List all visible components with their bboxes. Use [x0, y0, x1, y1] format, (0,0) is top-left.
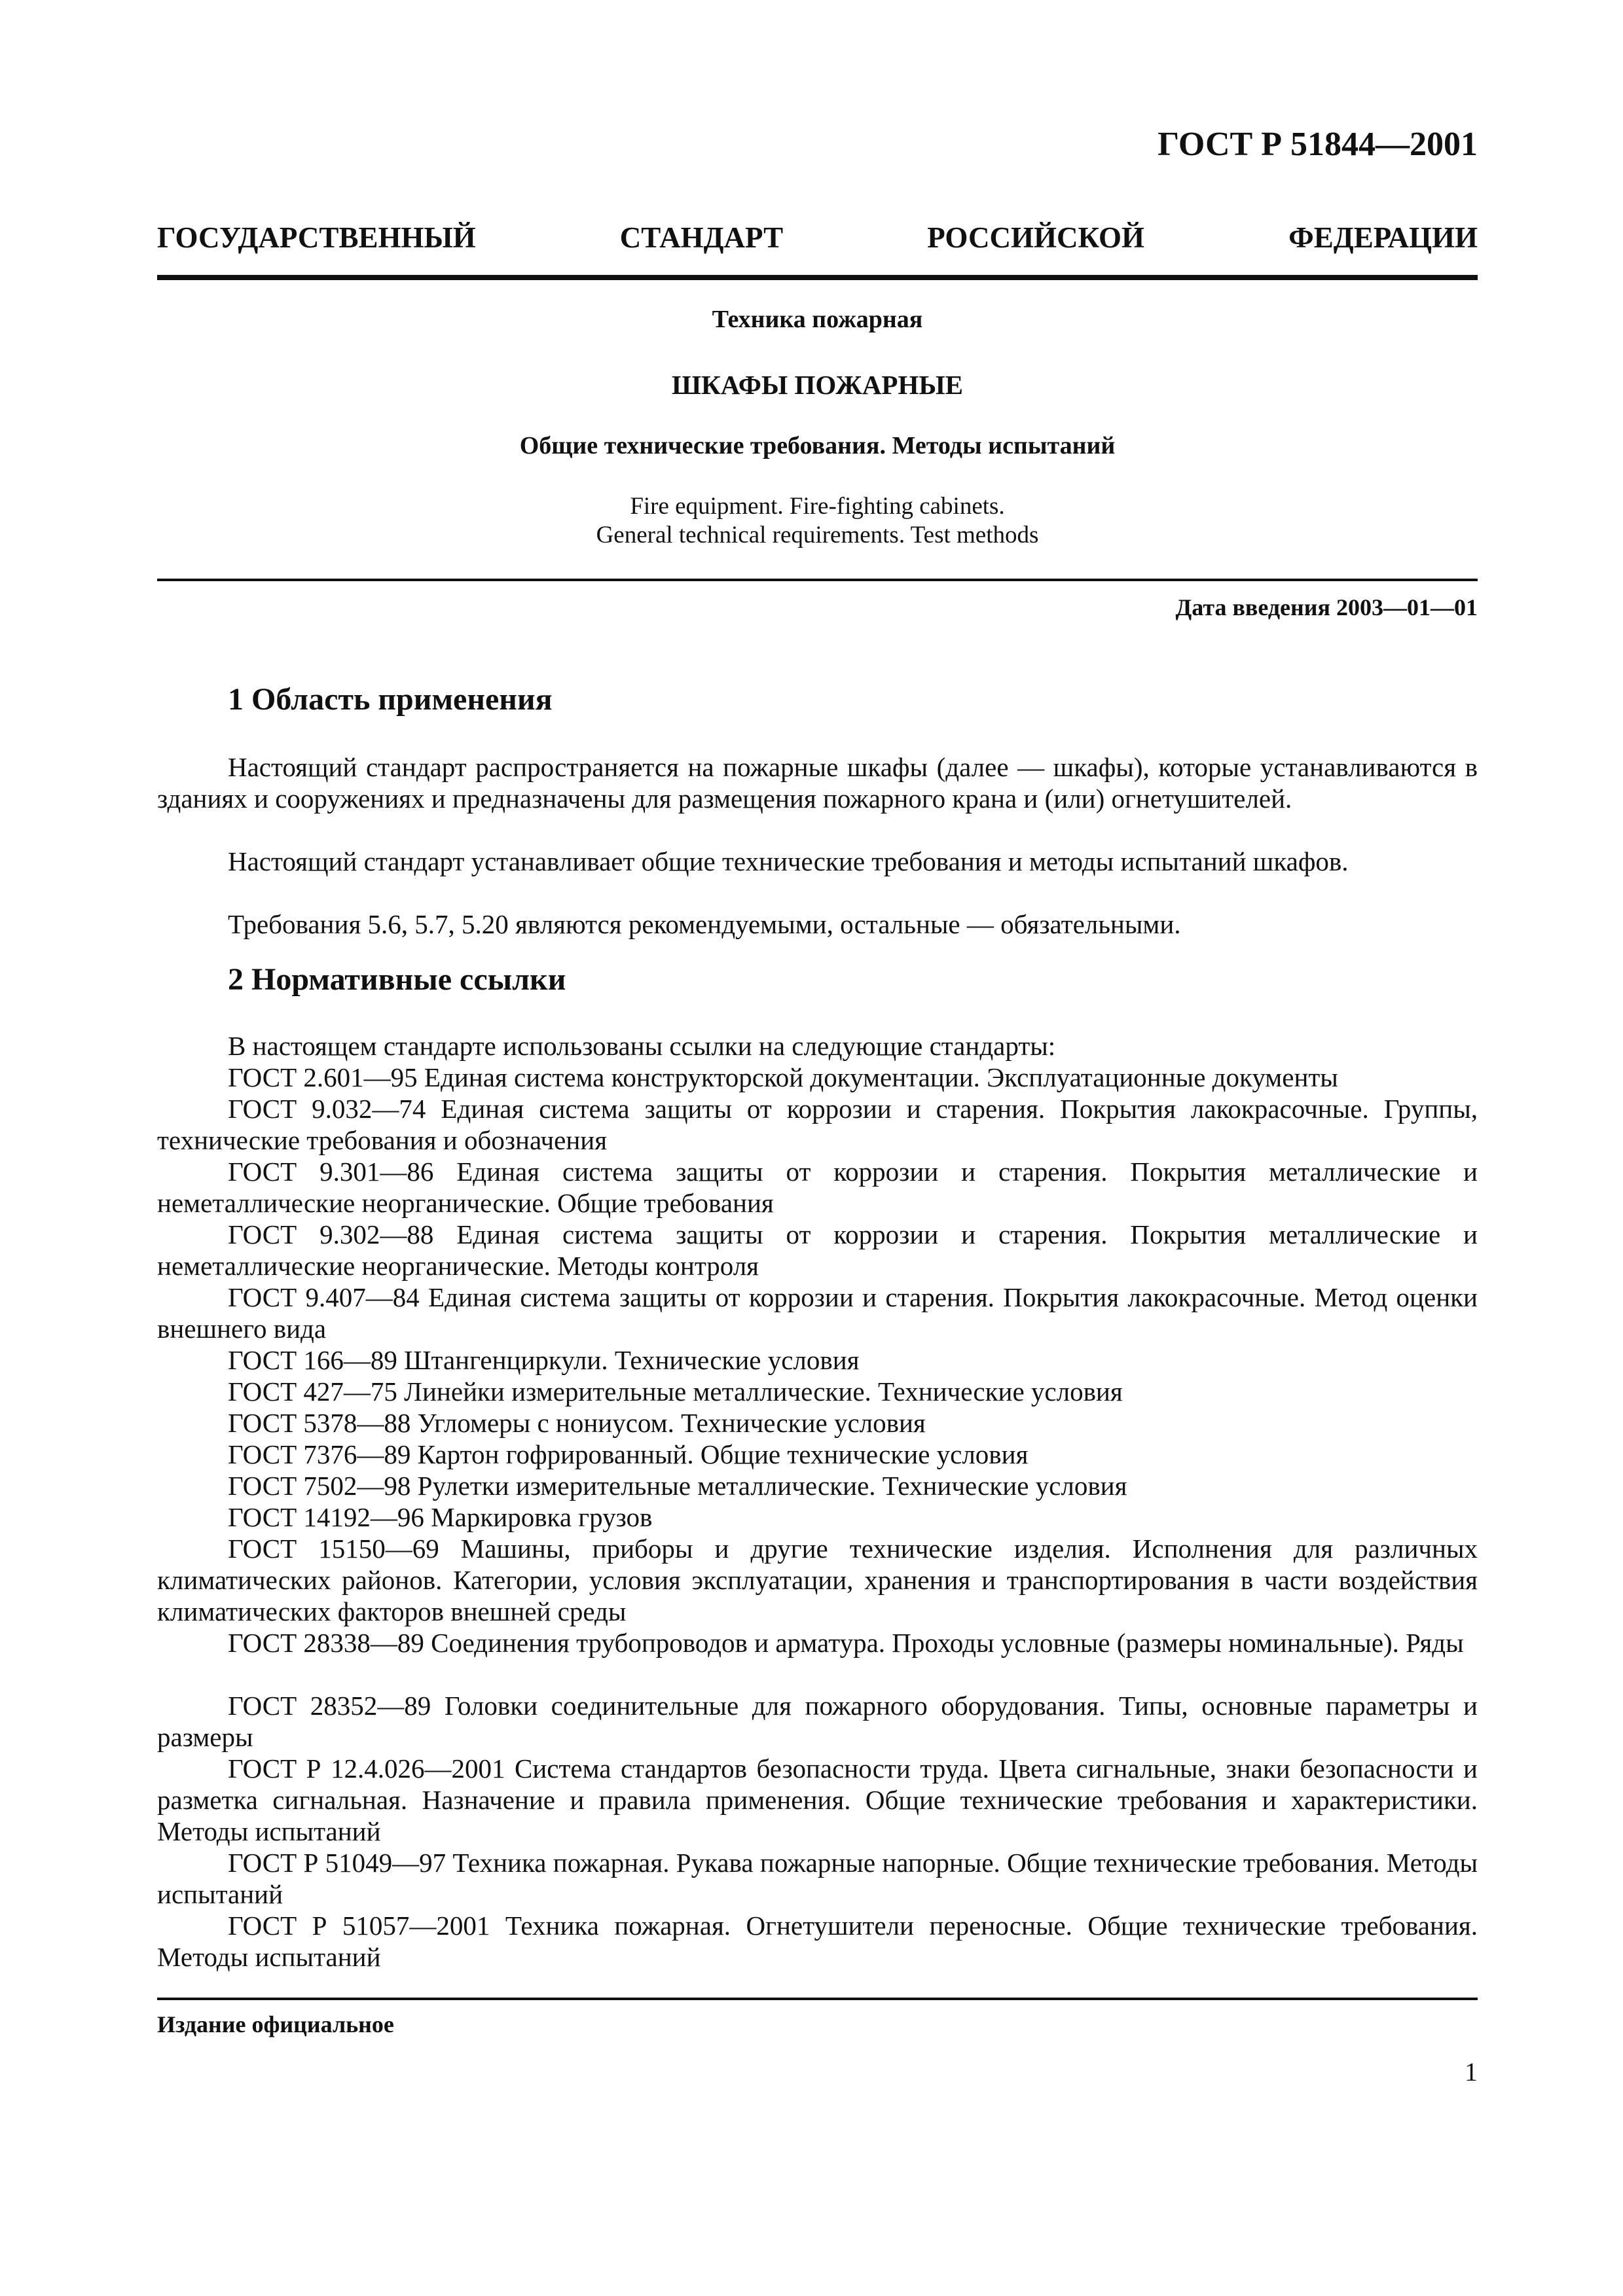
introduction-date: Дата введения 2003—01—01 [1175, 594, 1478, 620]
reference-item: ГОСТ 7502—98 Рулетки измерительные металлические. Технические условия [228, 1471, 1127, 1501]
footer-rule [157, 1998, 1478, 2000]
reference-item: ГОСТ 14192—96 Маркировка грузов [228, 1502, 653, 1532]
reference-item: ГОСТ 28352—89 Головки соединительные для пожарного оборудования. Типы, основные параметры и размеры [157, 1691, 1478, 1752]
section-1-paragraph: Требования 5.6, 5.7, 5.20 являются рекомендуемыми, остальные — обязательными. [228, 909, 1181, 939]
reference-item: ГОСТ Р 51057—2001 Техника пожарная. Огнетушители переносные. Общие технические требования. Методы испытаний [157, 1910, 1478, 1972]
title-rule [157, 579, 1478, 581]
section-1-heading: 1 Область применения [228, 682, 553, 717]
reference-item: ГОСТ 5378—88 Угломеры с нониусом. Технические условия [228, 1408, 926, 1438]
reference-item: ГОСТ 427—75 Линейки измерительные металлические. Технические условия [228, 1376, 1123, 1407]
header-rule-thick [157, 275, 1478, 280]
page-number: 1 [1465, 2057, 1478, 2087]
section-1-paragraph: Настоящий стандарт распространяется на пожарные шкафы (далее — шкафы), которые устанавливаются в зданиях и сооружениях и предназначены для размещения пожарного крана и (или) огнетушителей. [157, 752, 1478, 814]
category-line: Техника пожарная [712, 306, 923, 333]
section-1-paragraph: Настоящий стандарт устанавливает общие технические требования и методы испытаний шкафов. [228, 846, 1349, 876]
reference-item: ГОСТ 9.407—84 Единая система защиты от коррозии и старения. Покрытия лакокрасочные. Метод оценки внешнего вида [157, 1282, 1478, 1344]
reference-item: ГОСТ 15150—69 Машины, приборы и другие технические изделия. Исполнения для различных климатических районов. Категории, условия эксплуатации, хранения и транспортирования в части воздействия климатических факторов внешней среды [157, 1534, 1478, 1626]
document-title: ШКАФЫ ПОЖАРНЫЕ [672, 370, 963, 400]
reference-item: ГОСТ 166—89 Штангенциркули. Технические условия [228, 1345, 860, 1375]
reference-item: ГОСТ 2.601—95 Единая система конструкторской документации. Эксплуатационные документы [228, 1062, 1338, 1092]
english-title-line-2: General technical requirements. Test methods [596, 522, 1039, 548]
reference-item: ГОСТ 28338—89 Соединения трубопроводов и арматура. Проходы условные (размеры номинальные). Ряды [228, 1628, 1464, 1658]
section-2-intro: В настоящем стандарте использованы ссылки на следующие стандарты: [228, 1031, 1056, 1061]
gost-number: ГОСТ Р 51844—2001 [1158, 126, 1478, 163]
document-subtitle: Общие технические требования. Методы испытаний [519, 432, 1116, 459]
reference-item: ГОСТ 7376—89 Картон гофрированный. Общие технические условия [228, 1439, 1029, 1469]
section-2-heading: 2 Нормативные ссылки [228, 962, 566, 997]
reference-item: ГОСТ Р 12.4.026—2001 Система стандартов безопасности труда. Цвета сигнальные, знаки безопасности и разметка сигнальная. Назначение и правила применения. Общие технические требования и характеристики. Методы испытаний [157, 1753, 1478, 1846]
reference-item: ГОСТ 9.301—86 Единая система защиты от коррозии и старения. Покрытия металлические и неметаллические неорганические. Общие требования [157, 1157, 1478, 1218]
official-edition-label: Издание официальное [157, 2011, 394, 2037]
reference-item: ГОСТ 9.032—74 Единая система защиты от коррозии и старения. Покрытия лакокрасочные. Группы, технические требования и обозначения [157, 1094, 1478, 1155]
english-title-line-1: Fire equipment. Fire-fighting cabinets. [630, 493, 1005, 520]
reference-item: ГОСТ 9.302—88 Единая система защиты от коррозии и старения. Покрытия металлические и неметаллические неорганические. Методы контроля [157, 1219, 1478, 1281]
reference-item: ГОСТ Р 51049—97 Техника пожарная. Рукава пожарные напорные. Общие технические требования. Методы испытаний [157, 1848, 1478, 1909]
state-standard-banner: ГОСУДАРСТВЕННЫЙ СТАНДАРТ РОССИЙСКОЙ ФЕДЕРАЦИИ [157, 221, 1478, 254]
